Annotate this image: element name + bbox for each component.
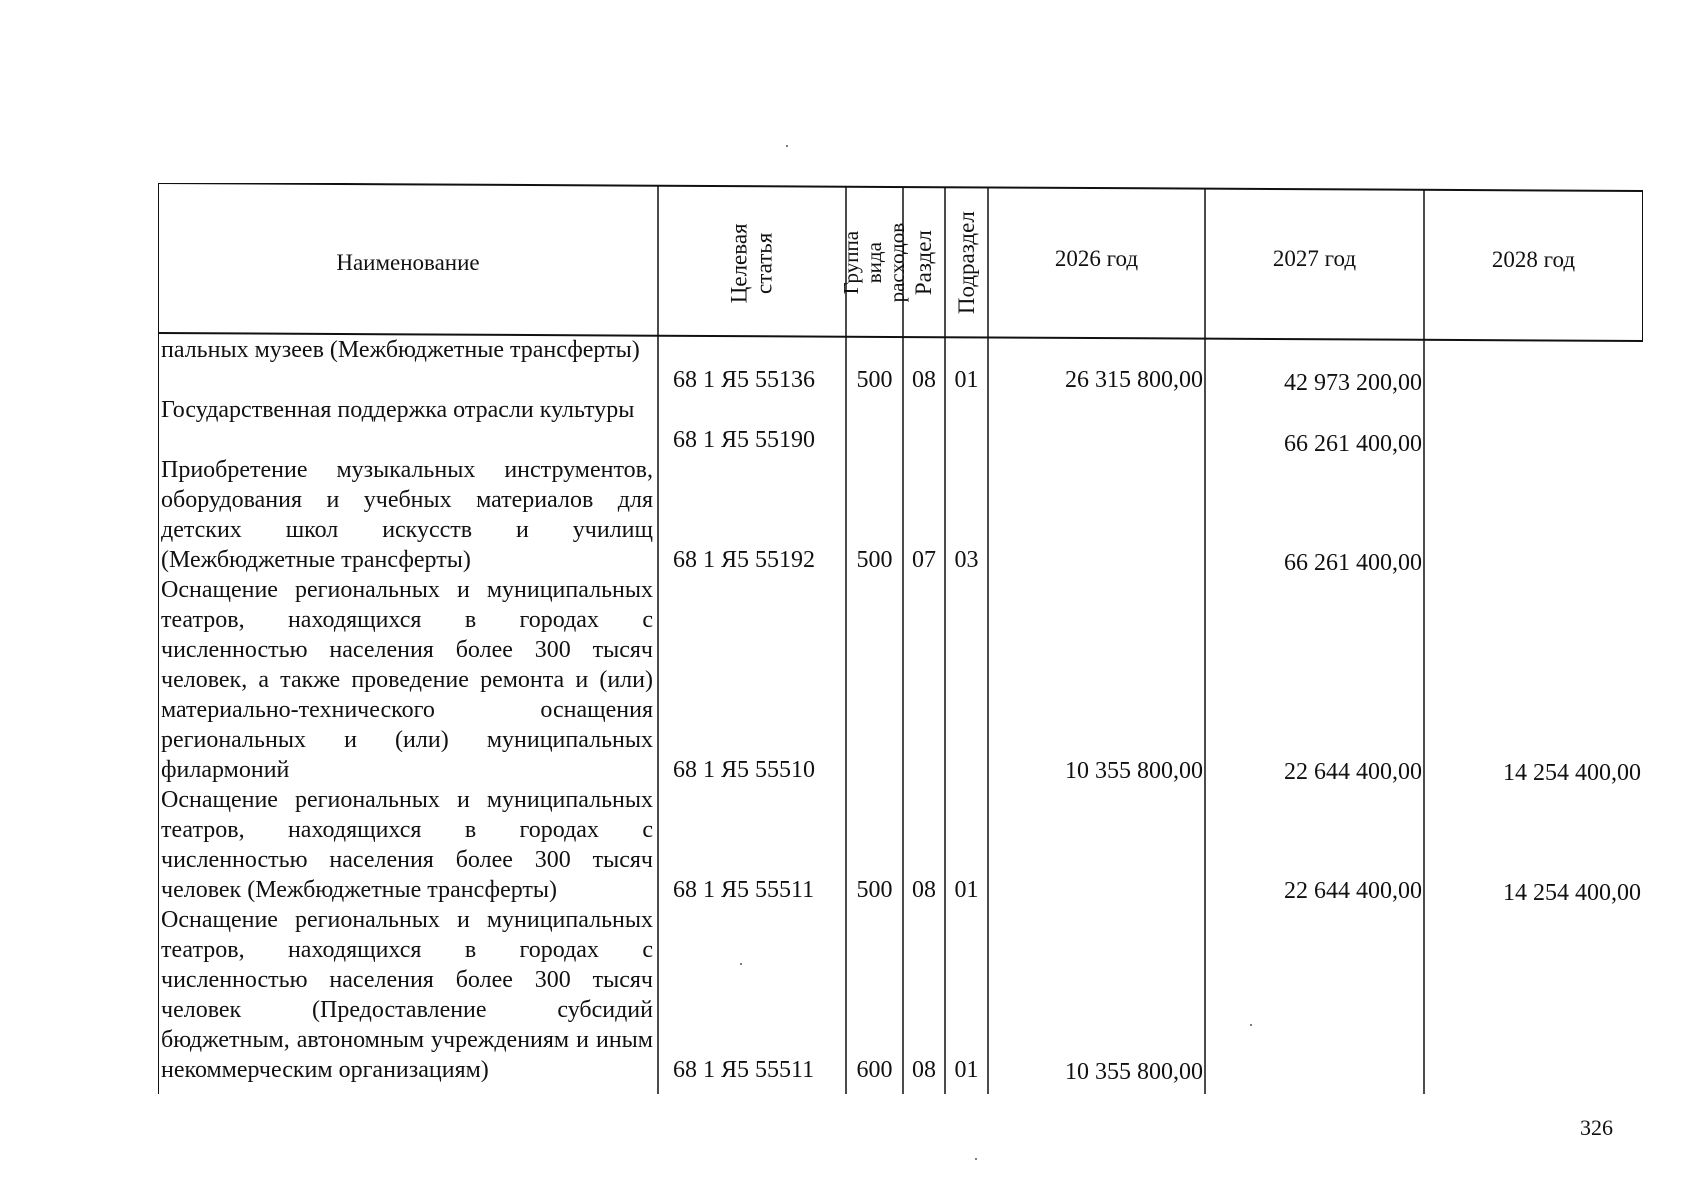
row-name: Приобретение музыкальных инструментов, оборудования и учебных материалов для детских школ искусств и училищ (Межбюджетные трансферты): [161, 457, 653, 573]
header-target-article: Целевая статья: [726, 223, 777, 303]
page-number: 326: [1580, 1115, 1613, 1140]
header-year-2028: 2028 год: [1491, 247, 1576, 273]
row-2026: 10 355 800,00: [1065, 1059, 1203, 1085]
budget-table: [158, 183, 1643, 1094]
row-2027: 22 644 400,00: [1284, 878, 1422, 904]
row-code: 68 1 Я5 55511: [673, 1057, 815, 1083]
row-name: Оснащение региональных и муниципальных театров, находящихся в городах с численностью населения более 300 тысяч человек, а также проведение ремонта и (или) материально-технического оснащения региональных и (или) муниципальных филармоний: [161, 577, 653, 783]
row-section: 08: [912, 367, 936, 393]
row-code: 68 1 Я5 55136: [673, 367, 816, 393]
header-expense-group: Группа вида расходов: [838, 223, 910, 303]
header-section: Раздел: [911, 230, 937, 296]
row-group: 500: [856, 877, 893, 903]
row-section: 08: [912, 1057, 936, 1083]
row-2027: 42 973 200,00: [1284, 370, 1422, 396]
row-name: пальных музеев (Межбюджетные трансферты): [161, 337, 640, 363]
row-group: 500: [856, 547, 893, 573]
header-year-2027: 2027 год: [1272, 246, 1357, 272]
row-code: 68 1 Я5 55192: [673, 547, 816, 573]
row-subsection: 01: [954, 877, 979, 903]
row-2027: 66 261 400,00: [1284, 550, 1422, 576]
row-code: 68 1 Я5 55190: [673, 427, 816, 453]
row-2028: 14 254 400,00: [1503, 760, 1641, 786]
scan-speck: [786, 145, 788, 147]
scan-speck: [1250, 1024, 1252, 1026]
row-code: 68 1 Я5 55510: [673, 757, 816, 783]
row-section: 08: [912, 877, 936, 903]
scan-speck: [975, 1158, 977, 1160]
row-subsection: 01: [954, 367, 979, 393]
row-group: 500: [856, 367, 893, 393]
scan-speck: [740, 963, 742, 965]
row-subsection: 03: [954, 547, 979, 573]
row-section: 07: [912, 547, 936, 573]
row-name: Оснащение региональных и муниципальных театров, находящихся в городах с численностью населения более 300 тысяч человек (Предоставление субсидий бюджетным, автономным учреждениям и иным некоммерческим организациям): [161, 907, 653, 1083]
row-2026: 26 315 800,00: [1065, 367, 1203, 393]
row-name: Государственная поддержка отрасли культуры: [161, 397, 635, 423]
header-subsection: Подраздел: [953, 211, 979, 315]
row-code: 68 1 Я5 55511: [673, 877, 815, 903]
row-subsection: 01: [954, 1057, 979, 1083]
row-2026: 10 355 800,00: [1065, 758, 1203, 784]
header-name: Наименование: [336, 250, 480, 276]
row-2028: 14 254 400,00: [1503, 880, 1641, 906]
row-2027: 22 644 400,00: [1284, 759, 1422, 785]
row-name: Оснащение региональных и муниципальных театров, находящихся в городах с численностью населения более 300 тысяч человек (Межбюджетные трансферты): [161, 787, 653, 903]
header-year-2026: 2026 год: [1054, 246, 1139, 272]
row-2027: 66 261 400,00: [1284, 431, 1422, 457]
row-group: 600: [856, 1057, 893, 1083]
